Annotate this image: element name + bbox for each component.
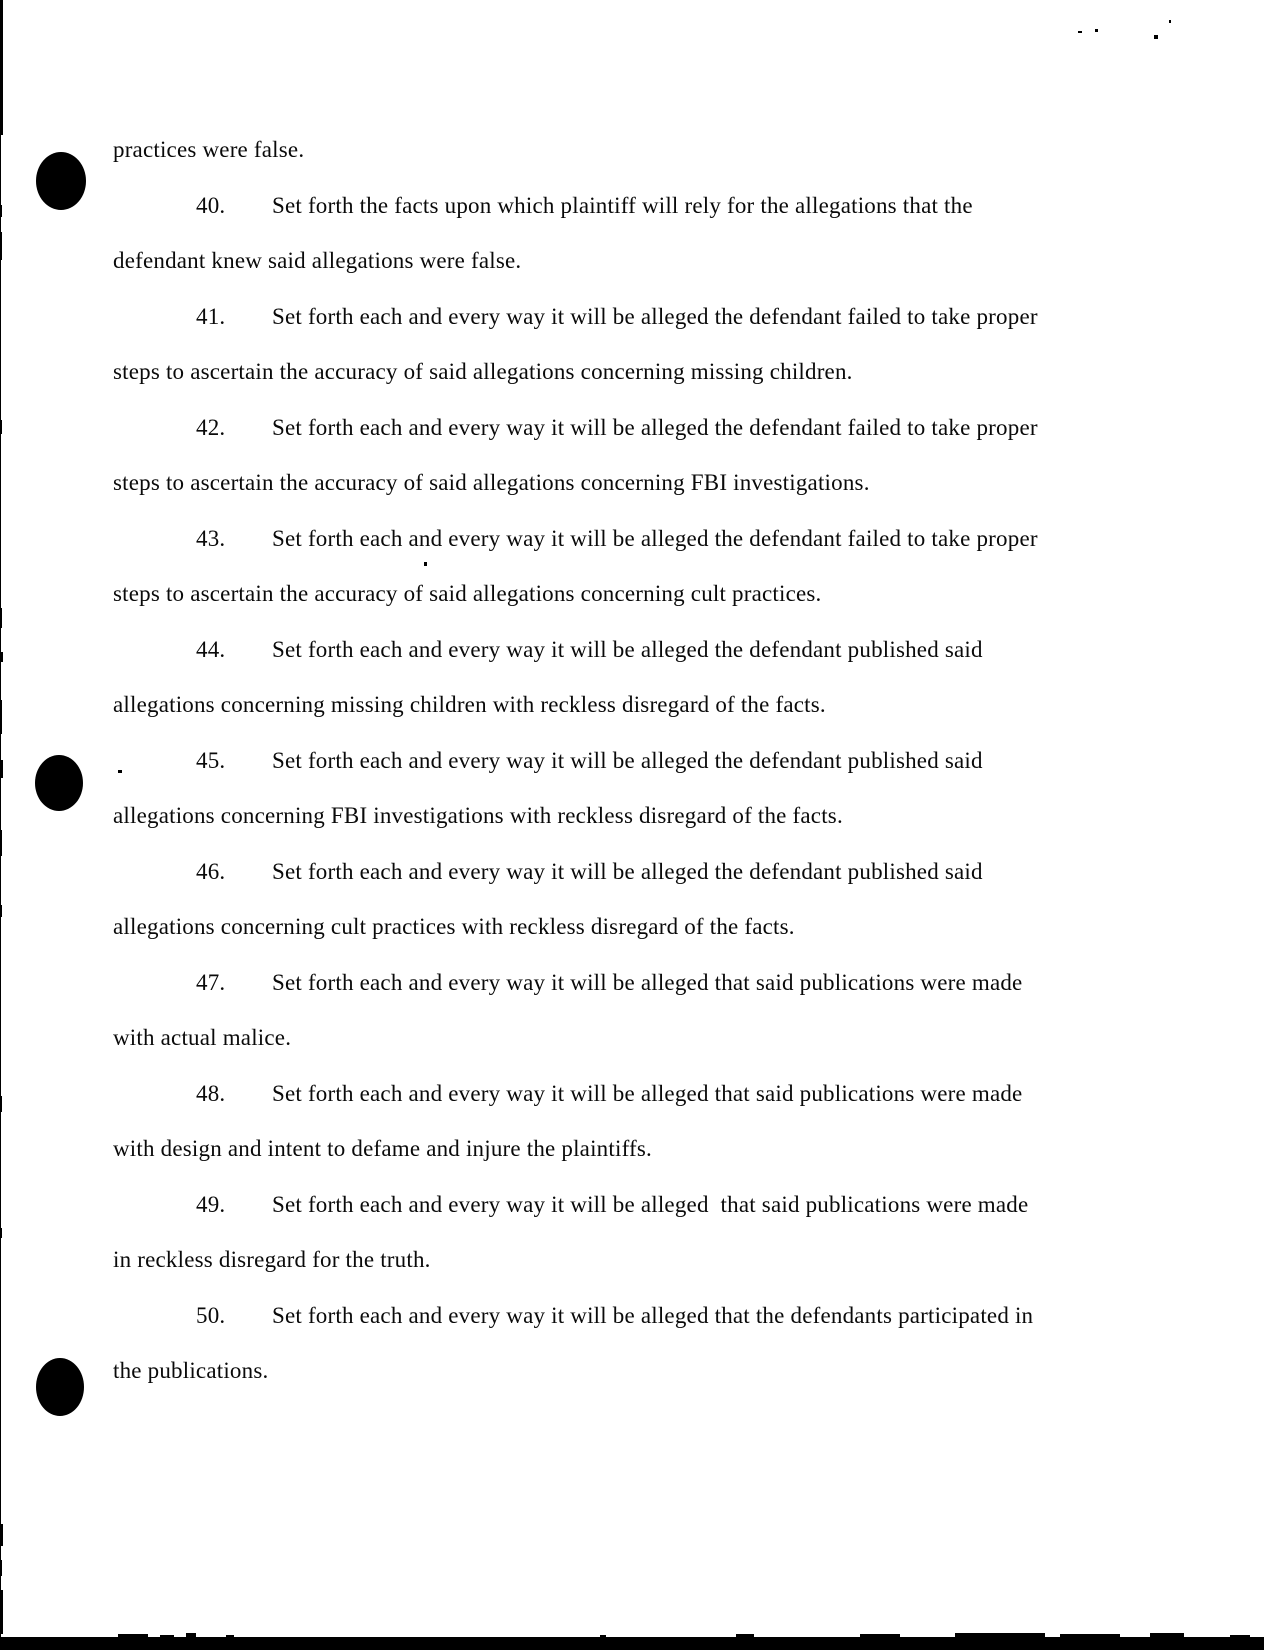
paragraph-number: 48. <box>196 1080 226 1106</box>
scan-speck <box>1078 31 1082 33</box>
doc-line: the publications. <box>113 1358 269 1383</box>
scan-edge-tick <box>0 1524 3 1546</box>
hole-punch-middle <box>35 755 83 811</box>
doc-line <box>113 178 1123 234</box>
doc-line: with design and intent to defame and injure the plaintiffs. <box>113 1136 652 1161</box>
paragraph-number: 40. <box>196 192 226 218</box>
doc-line <box>113 511 1123 567</box>
paragraph-number: 41. <box>196 303 226 329</box>
paragraph-number: 45. <box>196 747 226 773</box>
scan-speck <box>1154 35 1158 39</box>
scan-edge-tick <box>0 232 2 260</box>
doc-line: with actual malice. <box>113 1025 292 1050</box>
hole-punch-bottom <box>36 1358 84 1416</box>
scan-edge-tick <box>0 905 2 917</box>
paragraph-number: 42. <box>196 414 226 440</box>
paragraph-text: Set forth each and every way it will be alleged the defendant published said <box>272 747 983 773</box>
paragraph-number: 49. <box>196 1191 226 1217</box>
doc-line: steps to ascertain the accuracy of said allegations concerning cult practices. <box>113 581 822 606</box>
doc-line: allegations concerning missing children with reckless disregard of the facts. <box>113 692 826 717</box>
scan-speck <box>1169 20 1171 23</box>
paragraph-text: Set forth each and every way it will be alleged that said publications were made <box>272 1191 1029 1217</box>
paragraph-text: Set forth each and every way it will be alleged that said publications were made <box>272 1080 1023 1106</box>
paragraph-text: Set forth each and every way it will be alleged the defendant failed to take proper <box>272 414 1038 440</box>
doc-line: practices were false. <box>113 137 305 162</box>
paragraph-text: Set forth each and every way it will be alleged that the defendants participated in <box>272 1302 1034 1328</box>
paragraph-number: 47. <box>196 969 226 995</box>
doc-line <box>113 289 1123 345</box>
doc-line: allegations concerning cult practices with reckless disregard of the facts. <box>113 914 795 939</box>
doc-line <box>113 1066 1123 1122</box>
paragraph-number: 43. <box>196 525 226 551</box>
document-body <box>113 122 1123 1399</box>
doc-line: defendant knew said allegations were false. <box>113 248 522 273</box>
scan-edge-tick <box>0 1228 2 1238</box>
doc-line: steps to ascertain the accuracy of said allegations concerning FBI investigations. <box>113 470 870 495</box>
scan-edge-tick <box>0 0 3 135</box>
scan-edge-tick <box>0 652 3 662</box>
scan-edge-tick <box>0 760 3 778</box>
paragraph-text: Set forth each and every way it will be alleged the defendant published said <box>272 636 983 662</box>
paragraph-text: Set forth the facts upon which plaintiff will rely for the allegations that the <box>272 192 973 218</box>
doc-line <box>113 844 1123 900</box>
doc-line: in reckless disregard for the truth. <box>113 1247 431 1272</box>
paragraph-number: 44. <box>196 636 226 662</box>
doc-line <box>113 955 1123 1011</box>
scan-edge-tick <box>0 1590 3 1634</box>
scan-edge-tick <box>0 608 2 628</box>
doc-line: allegations concerning FBI investigations with reckless disregard of the facts. <box>113 803 843 828</box>
hole-punch-top <box>36 152 86 210</box>
doc-line <box>113 400 1123 456</box>
scan-speck <box>1095 29 1098 32</box>
scan-edge-tick <box>0 1560 2 1576</box>
paragraph-text: Set forth each and every way it will be alleged the defendant failed to take proper <box>272 525 1038 551</box>
doc-line <box>113 733 1123 789</box>
doc-line: steps to ascertain the accuracy of said allegations concerning missing children. <box>113 359 853 384</box>
paragraph-number: 50. <box>196 1302 226 1328</box>
scan-edge-tick <box>0 205 2 217</box>
paragraph-number: 46. <box>196 858 226 884</box>
scan-edge-tick <box>0 830 2 856</box>
doc-line <box>113 622 1123 678</box>
scan-edge-tick <box>0 420 2 434</box>
scan-edge-tick <box>0 1096 2 1112</box>
paragraph-text: Set forth each and every way it will be alleged the defendant failed to take proper <box>272 303 1038 329</box>
scan-edge-tick <box>0 700 2 734</box>
doc-line <box>113 1288 1123 1344</box>
paragraph-text: Set forth each and every way it will be alleged that said publications were made <box>272 969 1023 995</box>
doc-line <box>113 1177 1123 1233</box>
paragraph-text: Set forth each and every way it will be alleged the defendant published said <box>272 858 983 884</box>
scan-bottom-bar <box>0 1637 1264 1650</box>
